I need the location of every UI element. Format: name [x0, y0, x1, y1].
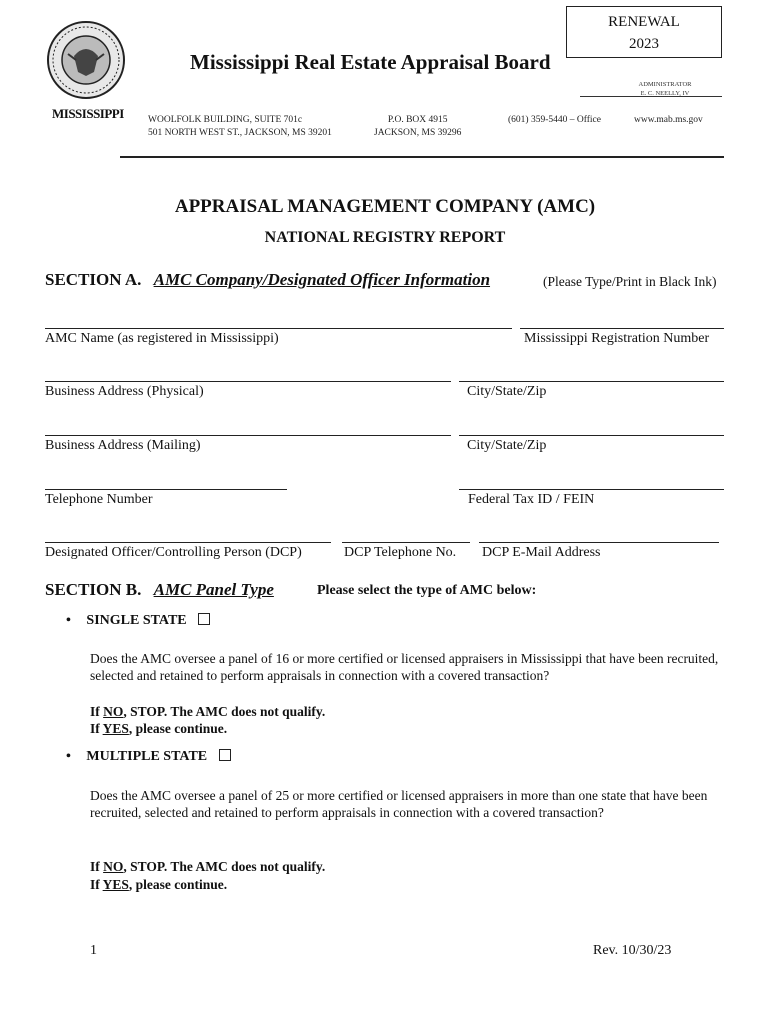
- if-yes-prefix: If: [90, 721, 103, 736]
- no-text: NO: [103, 704, 124, 719]
- amc-name-label: AMC Name (as registered in Mississippi): [45, 331, 279, 346]
- dcp-phone-label: DCP Telephone No.: [344, 545, 457, 560]
- renewal-year: 2023: [629, 36, 659, 52]
- dcp-email-field[interactable]: [479, 542, 719, 543]
- section-b-heading: [45, 580, 274, 600]
- multiple-state-if-no: [90, 858, 325, 875]
- no-text: NO: [103, 859, 124, 874]
- multiple-state-checkbox[interactable]: [219, 749, 231, 761]
- dcp-field[interactable]: [45, 542, 331, 543]
- if-no-prefix: If: [90, 704, 104, 719]
- dcp-email-label: DCP E-Mail Address: [482, 545, 601, 560]
- if-yes-suffix: , please continue.: [128, 877, 228, 892]
- po-box-address: [374, 114, 461, 140]
- section-b-subheading: AMC Panel Type: [153, 580, 274, 599]
- multiple-state-label: MULTIPLE STATE: [86, 749, 208, 764]
- business-physical-label: Business Address (Physical): [45, 384, 204, 399]
- single-state-if-yes: [90, 720, 227, 737]
- city-state-zip-1-label: City/State/Zip: [467, 384, 547, 399]
- yes-text: YES: [102, 721, 129, 736]
- dcp-label: Designated Officer/Controlling Person (DCP): [45, 545, 302, 560]
- bullet-icon: •: [66, 749, 71, 764]
- document-subtitle: NATIONAL REGISTRY REPORT: [264, 229, 506, 246]
- section-a-subheading: AMC Company/Designated Officer Information: [153, 270, 491, 289]
- telephone-field[interactable]: [45, 489, 287, 490]
- fein-label: Federal Tax ID / FEIN: [468, 492, 595, 507]
- street-address: [148, 114, 332, 140]
- single-state-checkbox[interactable]: [198, 613, 210, 625]
- if-no-prefix: If: [90, 859, 104, 874]
- office-phone: (601) 359-5440 – Office: [508, 115, 601, 125]
- page-number: 1: [90, 943, 97, 958]
- state-seal-icon: [46, 20, 126, 100]
- document-title: APPRAISAL MANAGEMENT COMPANY (AMC): [174, 196, 596, 217]
- administrator-name: E. C. NEELLY, IV: [640, 90, 690, 97]
- address-line-1: WOOLFOLK BUILDING, SUITE 701c: [148, 115, 303, 125]
- ms-registration-label: Mississippi Registration Number: [524, 331, 710, 346]
- po-line-1: P.O. BOX 4915: [387, 115, 448, 125]
- bullet-icon: •: [66, 613, 71, 628]
- section-b-instruction: Please select the type of AMC below:: [317, 583, 537, 598]
- section-a-heading: [45, 270, 490, 290]
- single-state-if-no: [90, 703, 325, 720]
- if-no-suffix: , STOP. The AMC does not qualify.: [123, 704, 326, 719]
- administrator-title: ADMINISTRATOR: [638, 81, 692, 88]
- multiple-state-question: Does the AMC oversee a panel of 25 or more certified or licensed appraisers in more than one state that have been recruited, selected and retained to perform appraisals in connection with a covered transaction?: [90, 788, 708, 820]
- if-yes-prefix: If: [90, 877, 103, 892]
- board-title: Mississippi Real Estate Appraisal Board: [190, 50, 551, 74]
- single-state-option: [66, 613, 210, 629]
- fein-field[interactable]: [459, 489, 724, 490]
- ms-registration-field[interactable]: [520, 328, 724, 329]
- renewal-label: RENEWAL: [608, 14, 680, 30]
- address-line-2: 501 NORTH WEST ST., JACKSON, MS 39201: [148, 128, 332, 138]
- amc-name-field[interactable]: [45, 328, 512, 329]
- business-physical-field[interactable]: [45, 381, 451, 382]
- po-line-2: JACKSON, MS 39296: [374, 128, 462, 138]
- section-b-label: SECTION B.: [45, 580, 142, 599]
- yes-text: YES: [102, 877, 129, 892]
- city-state-zip-2-field[interactable]: [459, 435, 724, 436]
- header-divider: [120, 156, 724, 158]
- multiple-state-option: [66, 749, 231, 765]
- section-a-label: SECTION A.: [45, 270, 142, 289]
- city-state-zip-1-field[interactable]: [459, 381, 724, 382]
- mississippi-logo: MISSISSIPPI: [52, 106, 124, 121]
- multiple-state-if-yes: [90, 876, 227, 893]
- dcp-phone-field[interactable]: [342, 542, 470, 543]
- business-mailing-field[interactable]: [45, 435, 451, 436]
- city-state-zip-2-label: City/State/Zip: [467, 438, 547, 453]
- single-state-question: Does the AMC oversee a panel of 16 or more certified or licensed appraisers in Mississippi that have been recruited, selected and retained to perform appraisals in connection with a covered transaction?: [90, 651, 719, 683]
- renewal-box: [566, 6, 722, 58]
- telephone-label: Telephone Number: [45, 492, 153, 507]
- business-mailing-label: Business Address (Mailing): [45, 438, 201, 453]
- revision-date: Rev. 10/30/23: [593, 943, 672, 958]
- administrator-divider: [580, 96, 722, 97]
- if-no-suffix: , STOP. The AMC does not qualify.: [123, 859, 326, 874]
- website: www.mab.ms.gov: [634, 115, 703, 125]
- if-yes-suffix: , please continue.: [128, 721, 228, 736]
- ink-instruction: (Please Type/Print in Black Ink): [543, 274, 717, 289]
- single-state-label: SINGLE STATE: [86, 613, 187, 628]
